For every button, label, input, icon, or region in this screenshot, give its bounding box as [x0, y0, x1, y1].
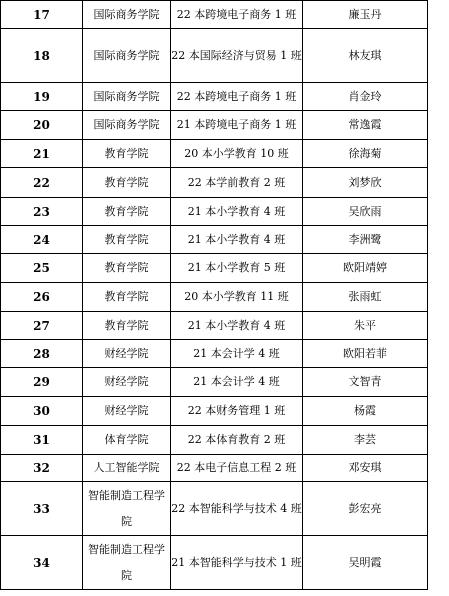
college-cell: 智能制造工程学院 — [83, 536, 171, 590]
class-cell: 21 本跨境电子商务 1 班 — [171, 111, 303, 140]
class-cell: 22 本跨境电子商务 1 班 — [171, 83, 303, 111]
student-name-cell: 李洲鹭 — [303, 226, 428, 254]
college-cell: 财经学院 — [83, 397, 171, 426]
college-cell: 教育学院 — [83, 226, 171, 254]
table-row — [1, 111, 428, 140]
class-cell: 21 本会计学 4 班 — [171, 368, 303, 397]
table-row — [1, 83, 428, 111]
student-name-cell: 杨霞 — [303, 397, 428, 426]
class-cell: 21 本小学教育 4 班 — [171, 226, 303, 254]
table-row — [1, 140, 428, 168]
student-name-cell: 肖金玲 — [303, 83, 428, 111]
student-name-cell: 吴明霞 — [303, 536, 428, 590]
student-name-cell: 常逸霞 — [303, 111, 428, 140]
student-name-cell: 文智青 — [303, 368, 428, 397]
student-name-cell: 邓安琪 — [303, 455, 428, 482]
student-name-cell: 彭宏亮 — [303, 482, 428, 536]
table-row — [1, 340, 428, 368]
class-cell: 21 本会计学 4 班 — [171, 340, 303, 368]
college-cell: 教育学院 — [83, 140, 171, 168]
student-name-cell: 徐海菊 — [303, 140, 428, 168]
row-number: 18 — [1, 29, 83, 83]
class-cell: 22 本智能科学与技术 4 班 — [171, 482, 303, 536]
table-row — [1, 283, 428, 312]
student-name-cell: 张雨虹 — [303, 283, 428, 312]
college-cell: 教育学院 — [83, 168, 171, 198]
table-row — [1, 226, 428, 254]
college-cell: 教育学院 — [83, 254, 171, 283]
class-cell: 21 本小学教育 4 班 — [171, 312, 303, 340]
row-number: 31 — [1, 426, 83, 455]
row-number: 28 — [1, 340, 83, 368]
class-cell: 22 本财务管理 1 班 — [171, 397, 303, 426]
class-cell: 22 本电子信息工程 2 班 — [171, 455, 303, 482]
table-row — [1, 168, 428, 198]
college-cell: 教育学院 — [83, 312, 171, 340]
college-cell: 国际商务学院 — [83, 83, 171, 111]
college-cell: 教育学院 — [83, 198, 171, 226]
table-row — [1, 455, 428, 482]
row-number: 25 — [1, 254, 83, 283]
college-cell: 国际商务学院 — [83, 29, 171, 83]
class-cell: 22 本体育教育 2 班 — [171, 426, 303, 455]
row-number: 30 — [1, 397, 83, 426]
row-number: 23 — [1, 198, 83, 226]
row-number: 29 — [1, 368, 83, 397]
college-cell: 国际商务学院 — [83, 1, 171, 29]
college-cell: 教育学院 — [83, 283, 171, 312]
college-cell: 智能制造工程学院 — [83, 482, 171, 536]
class-cell: 22 本跨境电子商务 1 班 — [171, 1, 303, 29]
student-name-cell: 欧阳若菲 — [303, 340, 428, 368]
college-cell: 财经学院 — [83, 368, 171, 397]
table-row — [1, 397, 428, 426]
row-number: 33 — [1, 482, 83, 536]
class-cell: 21 本智能科学与技术 1 班 — [171, 536, 303, 590]
table-row — [1, 536, 428, 590]
row-number: 17 — [1, 1, 83, 29]
class-cell: 22 本国际经济与贸易 1 班 — [171, 29, 303, 83]
table-row — [1, 1, 428, 29]
class-cell: 20 本小学教育 11 班 — [171, 283, 303, 312]
class-cell: 21 本小学教育 4 班 — [171, 198, 303, 226]
student-name-cell: 欧阳靖婷 — [303, 254, 428, 283]
row-number: 21 — [1, 140, 83, 168]
row-number: 20 — [1, 111, 83, 140]
row-number: 24 — [1, 226, 83, 254]
college-cell: 人工智能学院 — [83, 455, 171, 482]
table-row — [1, 198, 428, 226]
student-name-cell: 廉玉丹 — [303, 1, 428, 29]
student-name-cell: 李芸 — [303, 426, 428, 455]
class-cell: 21 本小学教育 5 班 — [171, 254, 303, 283]
row-number: 26 — [1, 283, 83, 312]
row-number: 32 — [1, 455, 83, 482]
class-cell: 22 本学前教育 2 班 — [171, 168, 303, 198]
table-row — [1, 29, 428, 83]
table-row — [1, 482, 428, 536]
row-number: 34 — [1, 536, 83, 590]
table-row — [1, 426, 428, 455]
table-row — [1, 254, 428, 283]
college-cell: 体育学院 — [83, 426, 171, 455]
table-row — [1, 368, 428, 397]
row-number: 27 — [1, 312, 83, 340]
student-name-cell: 朱平 — [303, 312, 428, 340]
row-number: 22 — [1, 168, 83, 198]
college-cell: 财经学院 — [83, 340, 171, 368]
college-cell: 国际商务学院 — [83, 111, 171, 140]
class-cell: 20 本小学教育 10 班 — [171, 140, 303, 168]
table-row — [1, 312, 428, 340]
student-name-cell: 刘梦欣 — [303, 168, 428, 198]
student-name-cell: 林友琪 — [303, 29, 428, 83]
row-number: 19 — [1, 83, 83, 111]
student-name-cell: 吴欣雨 — [303, 198, 428, 226]
